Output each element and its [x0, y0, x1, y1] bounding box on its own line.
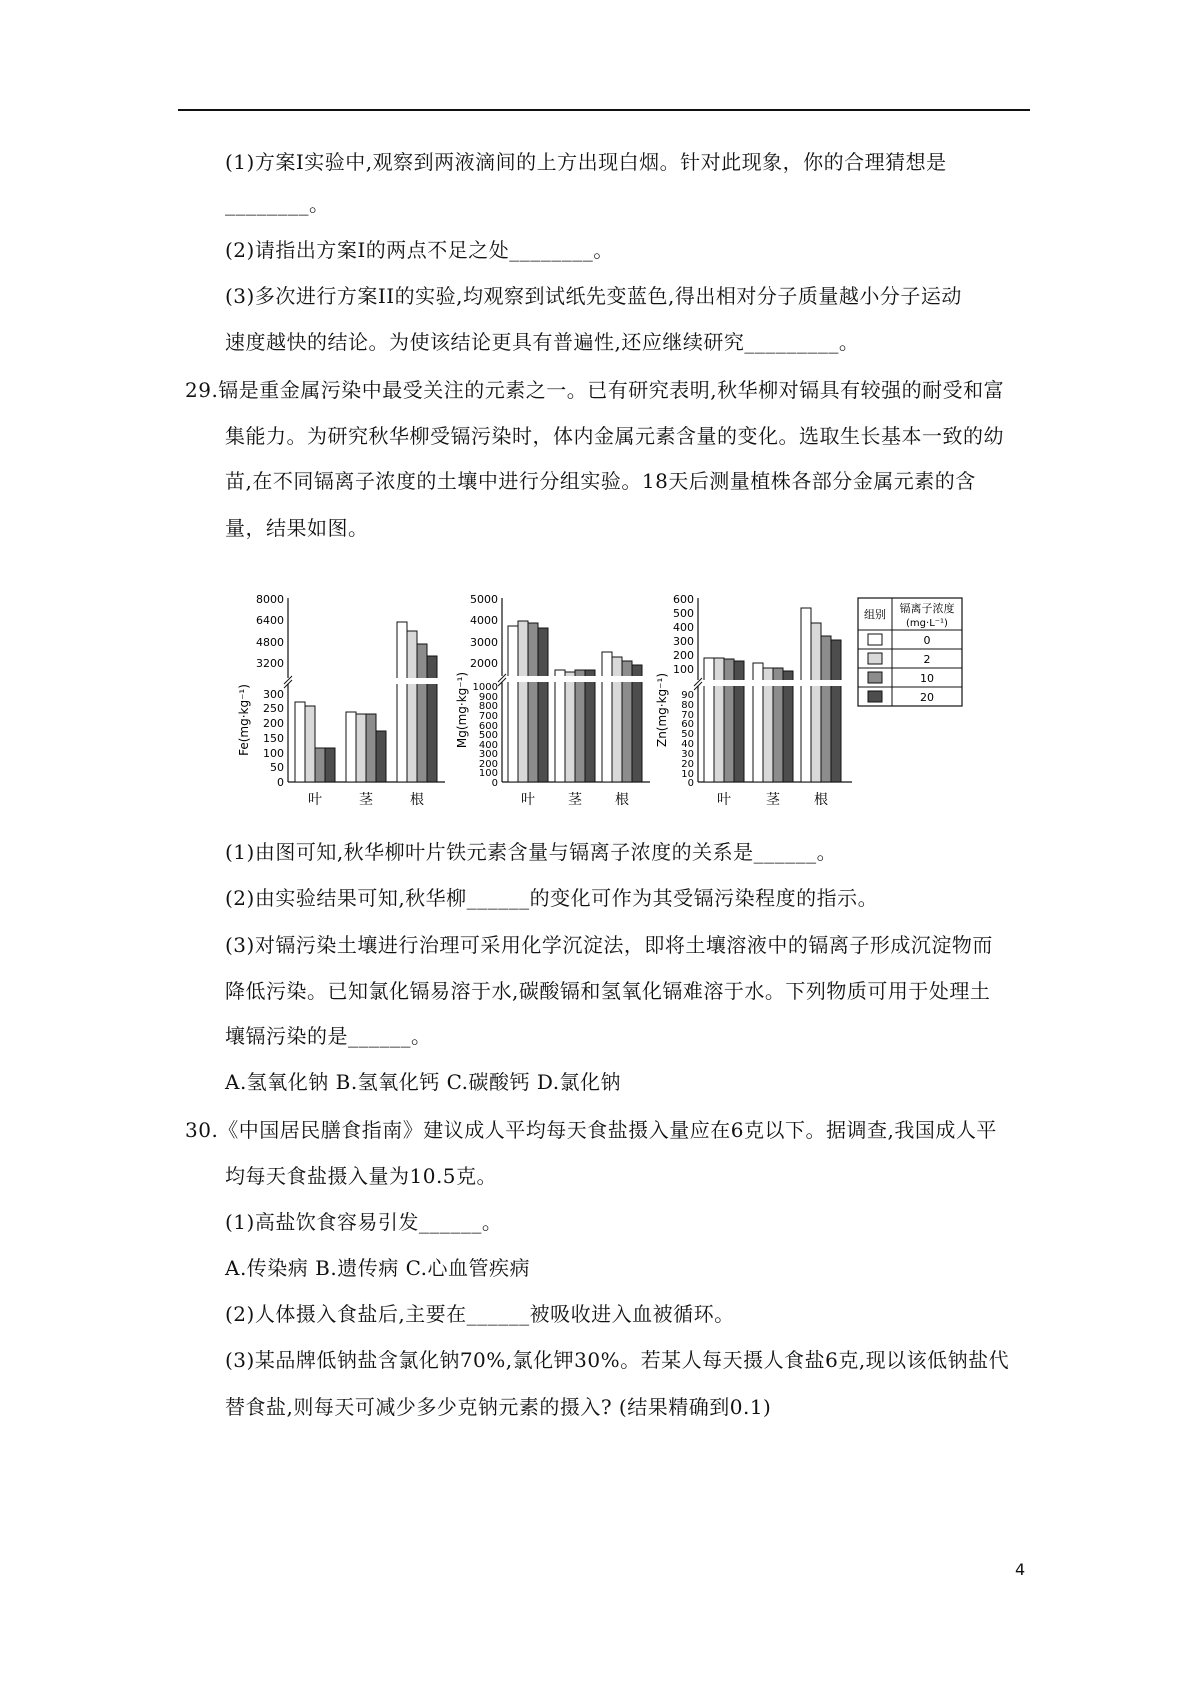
- category-label: 根: [814, 792, 828, 808]
- fe-bar-root-10: [417, 644, 427, 782]
- mg-bar-root-2: [612, 657, 622, 782]
- fe-bar-root-20: [427, 656, 437, 782]
- tick: 80: [681, 700, 694, 711]
- legend-value: 2: [923, 653, 931, 666]
- q29-stem-3: 苗,在不同镉离子浓度的土壤中进行分组实验。18天后测量植株各部分金属元素的含: [225, 469, 976, 493]
- tick: 300: [673, 635, 694, 648]
- tick: 400: [673, 621, 694, 634]
- tick: 50: [270, 761, 284, 774]
- page-number: 4: [1015, 1560, 1026, 1579]
- category-label: 茎: [359, 792, 373, 808]
- q29-options: A.氢氧化钠 B.氢氧化钙 C.碳酸钙 D.氯化钠: [225, 1070, 622, 1094]
- category-label: 叶: [521, 792, 535, 808]
- chart-mg-ylabel: Mg(mg·kg⁻¹): [455, 671, 469, 749]
- fe-bar-leaf-2: [305, 706, 315, 782]
- chart-mg: [455, 593, 650, 808]
- zn-bar-root-10: [821, 636, 831, 782]
- mg-bar-root-20: [632, 665, 642, 782]
- zn-bar-leaf-10: [724, 659, 734, 782]
- legend-value: 20: [920, 691, 934, 704]
- tick: 700: [478, 711, 498, 722]
- fe-bar-leaf-20: [325, 748, 335, 782]
- q28-part1: (1)方案Ⅰ实验中,观察到两液滴间的上方出现白烟。针对此现象，你的合理猜想是: [225, 150, 947, 174]
- fe-bar-leaf-0: [295, 702, 305, 782]
- tick: 3000: [470, 636, 498, 649]
- mg-bar-stem-10: [575, 670, 585, 782]
- fe-bar-leaf-10: [315, 748, 325, 782]
- legend-header-unit: (mg·L⁻¹): [906, 618, 948, 629]
- q28-part3: (3)多次进行方案II的实验,均观察到试纸先变蓝色,得出相对分子质量越小分子运动: [225, 284, 962, 308]
- category-label: 根: [615, 792, 629, 808]
- zn-bar-root-0: [801, 608, 811, 782]
- tick: 8000: [256, 593, 284, 606]
- q30-part3: (3)某品牌低钠盐含氯化钠70%,氯化钾30%。若某人每天摄人食盐6克,现以该低钠盐代: [225, 1348, 1010, 1372]
- q30-options: A.传染病 B.遗传病 C.心血管疾病: [225, 1256, 531, 1280]
- fe-axis-break: [280, 678, 445, 684]
- legend-header-conc: 镉离子浓度: [899, 602, 955, 615]
- tick: 250: [263, 702, 284, 715]
- q29-part3-cont-2: 壤镉污染的是______。: [225, 1024, 432, 1048]
- tick: 200: [478, 759, 498, 770]
- tick: 200: [673, 649, 694, 662]
- zn-bar-leaf-20: [734, 661, 744, 782]
- chart-fe-ylabel: Fe(mg·kg⁻¹): [237, 684, 251, 756]
- legend-value: 0: [923, 634, 931, 647]
- tick: 30: [681, 749, 694, 760]
- zn-bar-root-2: [811, 623, 821, 782]
- tick: 900: [478, 692, 498, 703]
- mg-bar-root-0: [602, 652, 612, 782]
- q29-stem: 29.镉是重金属污染中最受关注的元素之一。已有研究表明,秋华柳对镉具有较强的耐受和富: [185, 378, 1005, 402]
- fe-bar-stem-10: [366, 714, 376, 782]
- q30-part1: (1)高盐饮食容易引发______。: [225, 1210, 503, 1234]
- mg-bar-leaf-10: [528, 623, 538, 782]
- tick: 1000: [472, 682, 498, 693]
- tick: 0: [277, 776, 284, 789]
- category-label: 茎: [766, 792, 780, 808]
- legend-swatch-2: [868, 653, 882, 664]
- tick: 150: [263, 732, 284, 745]
- tick: 100: [263, 747, 284, 760]
- category-label: 根: [410, 792, 424, 808]
- tick: 50: [681, 729, 694, 740]
- chart-fe: [237, 593, 445, 808]
- tick: 500: [478, 730, 498, 741]
- fe-bar-root-2: [407, 631, 417, 782]
- tick: 4000: [470, 614, 498, 627]
- tick: 3200: [256, 657, 284, 670]
- zn-bar-leaf-0: [704, 658, 714, 782]
- tick: 600: [673, 593, 694, 606]
- legend-swatch-20: [868, 691, 882, 702]
- mg-axis-break: [494, 676, 650, 682]
- fe-bar-stem-0: [346, 712, 356, 782]
- tick: 5000: [470, 593, 498, 606]
- q30-stem-2: 均每天食盐摄入量为10.5克。: [225, 1164, 498, 1188]
- legend-swatch-0: [868, 634, 882, 645]
- tick: 300: [478, 749, 498, 760]
- category-label: 叶: [308, 792, 322, 808]
- tick: 800: [478, 701, 498, 712]
- q29-stem-4: 量，结果如图。: [225, 516, 369, 540]
- tick: 500: [673, 607, 694, 620]
- legend-swatch-10: [868, 672, 882, 683]
- q29-stem-2: 集能力。为研究秋华柳受镉污染时，体内金属元素含量的变化。选取生长基本一致的幼: [225, 424, 1004, 448]
- zn-bar-leaf-2: [714, 658, 724, 782]
- q29-part3-cont: 降低污染。已知氯化镉易溶于水,碳酸镉和氢氧化镉难溶于水。下列物质可用于处理土: [225, 979, 991, 1003]
- mg-bar-leaf-0: [508, 626, 518, 782]
- mg-bar-stem-20: [585, 670, 595, 782]
- tick: 60: [681, 719, 694, 730]
- legend-header-group: 组别: [864, 608, 886, 621]
- tick: 2000: [470, 657, 498, 670]
- zn-axis-break: [690, 680, 852, 686]
- q29-part2: (2)由实验结果可知,秋华柳______的变化可作为其受镉污染程度的指示。: [225, 886, 879, 910]
- tick: 600: [478, 721, 498, 732]
- legend-value: 10: [920, 672, 934, 685]
- tick: 200: [263, 717, 284, 730]
- tick: 0: [687, 778, 694, 789]
- q29-part1: (1)由图可知,秋华柳叶片铁元素含量与镉离子浓度的关系是______。: [225, 840, 838, 864]
- q28-part3-cont: 速度越快的结论。为使该结论更具有普遍性,还应继续研究_________。: [225, 330, 860, 354]
- q30-part3-cont: 替食盐,则每天可减少多少克钠元素的摄入? (结果精确到0.1): [225, 1395, 772, 1419]
- mg-bar-leaf-2: [518, 621, 528, 782]
- tick: 4800: [256, 636, 284, 649]
- tick: 70: [681, 710, 694, 721]
- q28-part2: (2)请指出方案Ⅰ的两点不足之处________。: [225, 238, 614, 262]
- tick: 100: [478, 768, 498, 779]
- category-label: 叶: [717, 792, 731, 808]
- tick: 100: [673, 663, 694, 676]
- tick: 6400: [256, 614, 284, 627]
- chart-zn-ylabel: Zn(mg·kg⁻¹): [655, 672, 669, 748]
- category-label: 茎: [568, 792, 582, 808]
- mg-bar-stem-2: [565, 672, 575, 782]
- tick: 10: [681, 769, 694, 780]
- chart-zn: [655, 593, 852, 808]
- tick: 20: [681, 759, 694, 770]
- q28-part1-blank: ________。: [225, 192, 330, 216]
- metal-content-charts: [237, 590, 1000, 820]
- legend-table: [858, 598, 962, 706]
- zn-bar-root-20: [831, 640, 841, 782]
- tick: 90: [681, 690, 694, 701]
- tick: 40: [681, 739, 694, 750]
- q29-part3: (3)对镉污染土壤进行治理可采用化学沉淀法，即将土壤溶液中的镉离子形成沉淀物而: [225, 933, 993, 957]
- fe-bar-stem-2: [356, 714, 366, 782]
- q30-part2: (2)人体摄入食盐后,主要在______被吸收进入血被循环。: [225, 1302, 735, 1326]
- tick: 0: [491, 778, 498, 789]
- header-rule: [178, 109, 1030, 111]
- mg-bar-stem-0: [555, 670, 565, 782]
- mg-bar-leaf-20: [538, 628, 548, 782]
- fe-bar-stem-20: [376, 731, 386, 782]
- q30-stem: 30.《中国居民膳食指南》建议成人平均每天食盐摄入量应在6克以下。据调查,我国成人平: [185, 1118, 997, 1142]
- tick: 300: [263, 688, 284, 701]
- zn-bar-stem-20: [783, 671, 793, 782]
- tick: 400: [478, 740, 498, 751]
- fe-bar-root-0: [397, 622, 407, 782]
